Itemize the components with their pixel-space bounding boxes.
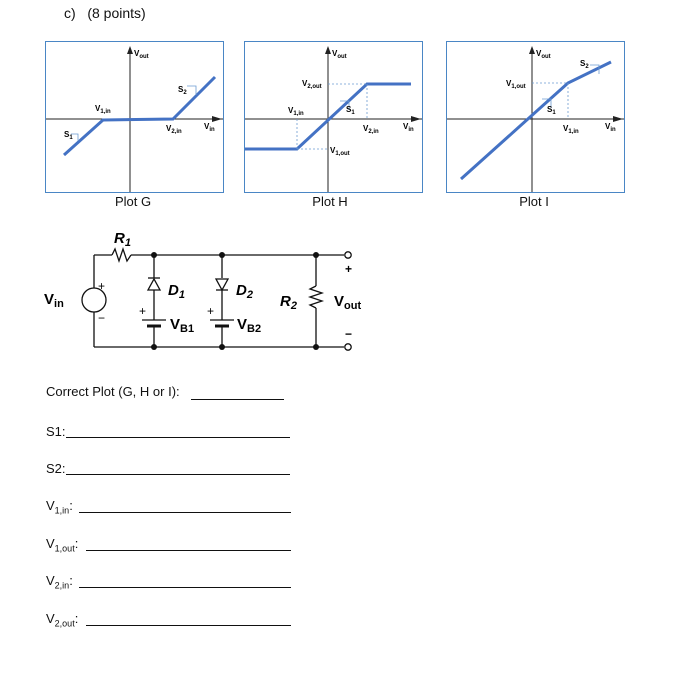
v1in-label: $V_{1,in}$ [95, 104, 111, 115]
vin-label: $V_{in}$ [44, 291, 64, 310]
s2-label: $S_2$ [580, 59, 589, 70]
v2in-answer-line[interactable] [79, 587, 291, 588]
vout-plus: + [345, 262, 353, 276]
plot-i [446, 41, 625, 193]
circuit-diagram [36, 222, 376, 367]
correct-plot-question [46, 384, 180, 399]
vin-plus: + [98, 279, 106, 293]
plot-h [244, 41, 423, 193]
v2out-answer-line[interactable] [86, 625, 291, 626]
s2-question [46, 461, 66, 476]
vin-minus: − [98, 311, 106, 325]
v2in-question: $V_{2,in}$: [46, 573, 73, 591]
v2out-label: $V_{2,out}$ [302, 79, 322, 90]
plot-g [45, 41, 224, 193]
vin-label: $V_{in}$ [403, 122, 414, 133]
v1in-label: $V_{1,in}$ [563, 124, 579, 135]
v1out-label: $V_{1,out}$ [330, 146, 350, 157]
plot-h-caption: Plot H [312, 194, 348, 209]
vb1-plus: + [139, 304, 147, 318]
vout-label: $V_{out}$ [134, 49, 149, 60]
vin-label: $V_{in}$ [204, 122, 215, 133]
vb2-label: $V_{B2}$ [237, 316, 262, 335]
vout-minus: − [345, 327, 353, 341]
v2in-label: $V_{2,in}$ [363, 124, 379, 135]
part-label: c) [64, 5, 76, 21]
vb1-label: $V_{B1}$ [170, 316, 195, 335]
question-header [64, 5, 146, 21]
points-label: (8 points) [87, 5, 146, 21]
s1-label: $S_1$ [64, 130, 73, 141]
v2out-question: $V_{2,out}$: [46, 611, 79, 629]
correct-plot-label: Correct Plot (G, H or I): [46, 384, 180, 399]
v1in-label: $V_{1,in}$ [288, 106, 304, 117]
s1-label: S1: [46, 424, 66, 439]
vb2-plus: + [207, 304, 215, 318]
plot-i-caption: Plot I [519, 194, 549, 209]
d1-label: $D_1$ [168, 282, 185, 301]
r1-label: $R_1$ [114, 230, 131, 249]
s2-label: S2: [46, 461, 66, 476]
s1-question [46, 424, 66, 439]
v1out-label: $V_{1,out}$ [506, 79, 526, 90]
s1-label: $S_1$ [346, 105, 355, 116]
s2-label: $S_2$ [178, 85, 187, 96]
vout-label: $V_{out}$ [536, 49, 551, 60]
d2-label: $D_2$ [236, 282, 253, 301]
vin-label: $V_{in}$ [605, 122, 616, 133]
v1out-answer-line[interactable] [86, 550, 291, 551]
v1out-question: $V_{1,out}$: [46, 536, 79, 554]
correct-plot-answer-line[interactable] [191, 399, 284, 400]
plot-g-caption: Plot G [114, 194, 152, 209]
s1-label: $S_1$ [547, 105, 556, 116]
v1in-answer-line[interactable] [79, 512, 291, 513]
vout-label: $V_{out}$ [332, 49, 347, 60]
vout-label: $V_{out}$ [334, 293, 362, 312]
v1in-question: $V_{1,in}$: [46, 498, 73, 516]
r2-label: $R_2$ [280, 293, 297, 312]
s1-answer-line[interactable] [66, 437, 290, 438]
v2in-label: $V_{2,in}$ [166, 124, 182, 135]
s2-answer-line[interactable] [66, 474, 290, 475]
